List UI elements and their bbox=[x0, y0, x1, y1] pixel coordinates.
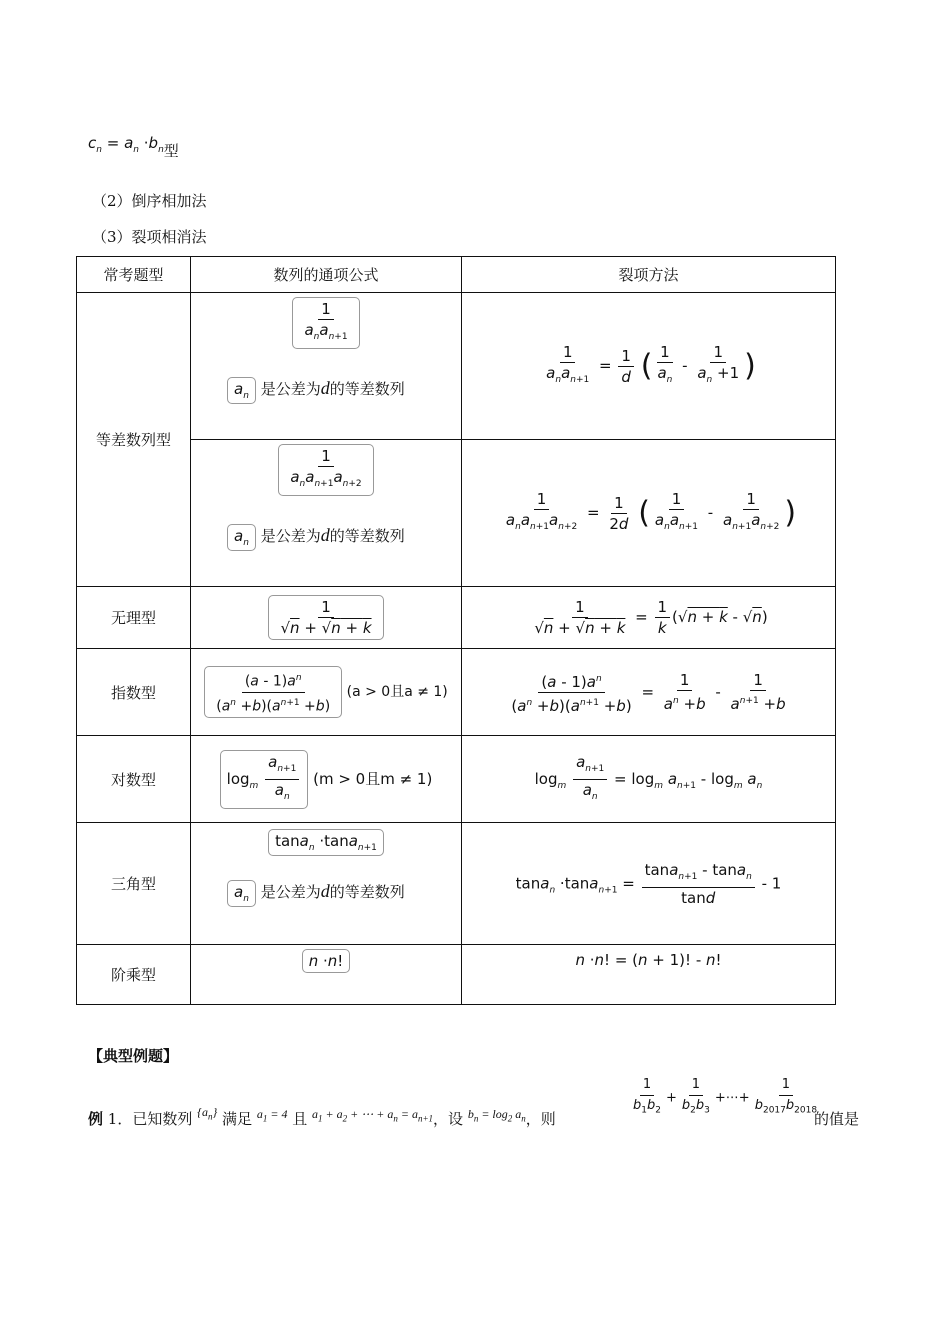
formula-exponential: $\frac{(a - 1)a^n}{(a^n +b)(a^{n+1} +b)}$ (a > 0且a ≠ 1) bbox=[191, 649, 462, 736]
row-type-exponential: 指数型 bbox=[77, 649, 191, 736]
method-trig: tana$_n$ ·tana$_{n+1}$ = $\frac{\tan a_{n+1} - \tan a_n}{\tan d}$ - 1 bbox=[462, 823, 836, 945]
example-1 bbox=[88, 1076, 888, 1136]
method-exponential: $\frac{(a - 1)a^n}{(a^n +b)(a^{n+1} +b)}$ = $\frac{1}{a^n +b}$ - $\frac{1}{a^{n+1} +b}$ bbox=[462, 649, 836, 736]
header-type: 常考题型 bbox=[77, 257, 191, 293]
row-type-trig: 三角型 bbox=[77, 823, 191, 945]
formula-arith-2: $\frac{1}{a_na_{n+1}a_{n+2}}$ bbox=[191, 444, 461, 496]
note-arith-1: $a_n$ 是公差为d的等差数列 bbox=[191, 377, 461, 404]
table-row bbox=[77, 736, 836, 823]
method-arith-2: $\frac{1}{a_na_{n+1}a_{n+2}}$ = $\frac{1}{2d}$ ( $\frac{1}{a_na_{n+1}}$ - $\frac{1}{a_{n+1}a_{n+2}}$ ) bbox=[462, 440, 836, 587]
formula-cell bbox=[191, 440, 462, 587]
exp-condition: (a > 0且a ≠ 1) bbox=[346, 684, 448, 700]
table-header-row bbox=[77, 257, 836, 293]
formula-cell bbox=[191, 293, 462, 440]
method-logarithmic: $\log_m$ $\frac{a_{n+1}}{a_n}$ = $\log_m a_{n+1} - \log_m a_n$ bbox=[462, 736, 836, 823]
note-arith-2: $a_n$ 是公差为d的等差数列 bbox=[191, 524, 461, 551]
example-1-tail: 的值是 bbox=[814, 1110, 860, 1128]
table-row bbox=[77, 293, 836, 440]
note-trig: $a_n$ 是公差为d的等差数列 bbox=[191, 880, 461, 907]
method-2-heading: （2）倒序相加法 bbox=[92, 192, 207, 210]
method-3-heading: （3）裂项相消法 bbox=[92, 228, 207, 246]
table-row bbox=[77, 823, 836, 945]
formula-irrational: $\frac{1}{√n + √n + k}$ bbox=[191, 587, 462, 649]
formula-cell bbox=[191, 823, 462, 945]
table-row bbox=[77, 649, 836, 736]
cn-type-line bbox=[88, 132, 179, 160]
formula-factorial: n ·n! bbox=[191, 945, 462, 1005]
row-type-arithmetic: 等差数列型 bbox=[77, 293, 191, 587]
table-row bbox=[77, 587, 836, 649]
method-factorial: n ·n! = (n + 1)! - n! bbox=[462, 945, 836, 1005]
example-heading: 【典型例题】 bbox=[88, 1047, 179, 1065]
method-arith-1: $\frac{1}{a_na_{n+1}}$ = $\frac{1}{d}$ ( $\frac{1}{a_n}$ - $\frac{1}{a_n +1}$ ) bbox=[462, 293, 836, 440]
header-method: 裂项方法 bbox=[462, 257, 836, 293]
log-condition: (m > 0且m ≠ 1) bbox=[313, 769, 433, 788]
row-type-irrational: 无理型 bbox=[77, 587, 191, 649]
header-formula: 数列的通项公式 bbox=[191, 257, 462, 293]
cn-formula: $c_n = a_n \cdot b_n$ bbox=[88, 134, 164, 155]
row-type-factorial: 阶乘型 bbox=[77, 945, 191, 1005]
table-row bbox=[77, 440, 836, 587]
example-1-sum: $\frac{1}{b_1b_2}$ + $\frac{1}{b_2b_3}$ +⋯+ $\frac{1}{b_{2017}b_{2018}}$ bbox=[633, 1077, 818, 1116]
method-irrational: $\frac{1}{√n + √n + k}$ = $\frac{1}{k}$ (√n + k - √n) bbox=[462, 587, 836, 649]
formula-arith-1: $\frac{1}{a_na_{n+1}}$ bbox=[191, 297, 461, 349]
formula-logarithmic: $\log_m$ $\frac{a_{n+1}}{a_n}$ (m > 0且m ≠ 1) bbox=[191, 736, 462, 823]
example-1-text: 例 1．已知数列 $^{\{a_n\}}$ 满足 $^{a_1 = 4}$ 且 $^{a_1 + a_2 + \cdots + a_n = a_{n+1}}$，设 $^{b_n = log_2 a_n}$，则 bbox=[88, 1105, 556, 1128]
formula-trig: tana$_n$ ·tana$_{n+1}$ bbox=[191, 829, 461, 856]
table-row bbox=[77, 945, 836, 1005]
split-term-table bbox=[76, 256, 836, 1005]
cn-type-suffix: 型 bbox=[163, 142, 179, 160]
row-type-logarithmic: 对数型 bbox=[77, 736, 191, 823]
